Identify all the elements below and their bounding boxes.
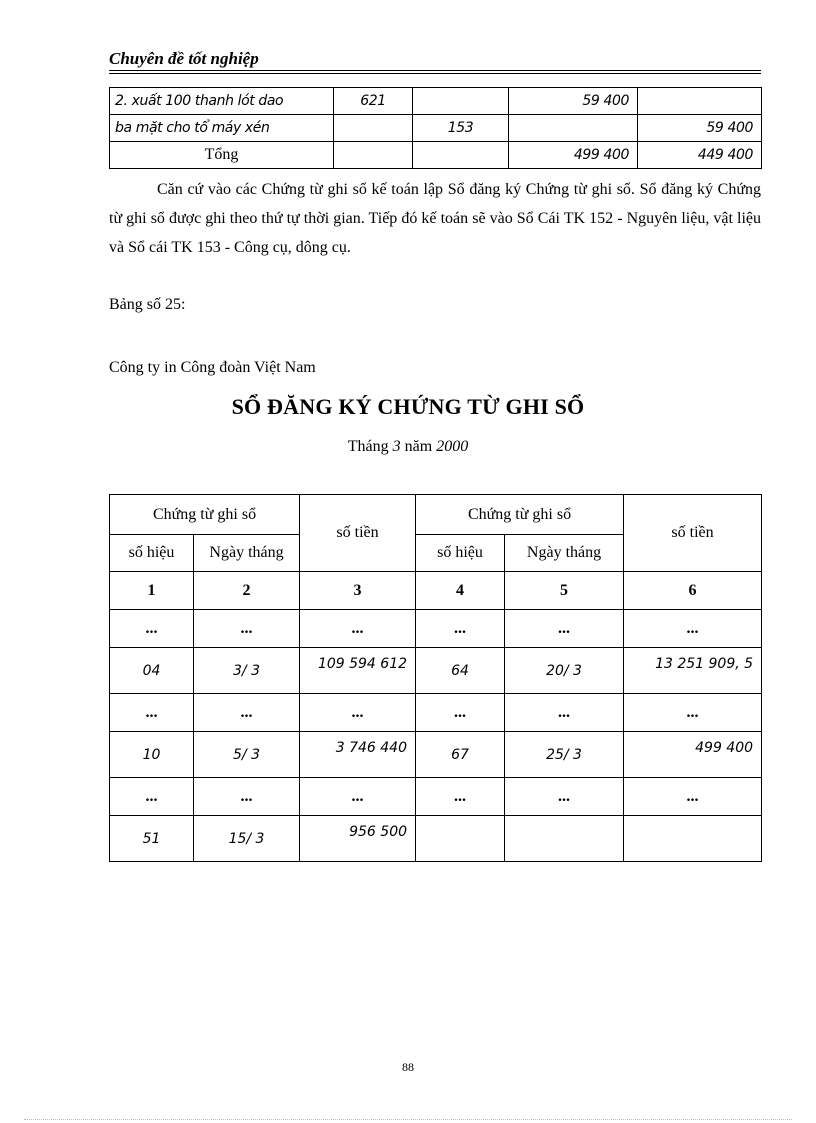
column-number: 3 bbox=[300, 572, 416, 610]
column-number-row bbox=[110, 572, 762, 610]
register-table bbox=[109, 494, 762, 862]
table-cell: ... bbox=[505, 610, 624, 648]
subtitle-month: 3 bbox=[392, 438, 401, 455]
subheader-cell: Ngày tháng bbox=[194, 535, 300, 572]
table-cell: ... bbox=[300, 694, 416, 732]
table-cell: ... bbox=[416, 778, 505, 816]
table-cell: 51 bbox=[110, 816, 194, 862]
table-cell bbox=[638, 88, 762, 115]
amount-header-right: số tiền bbox=[624, 495, 762, 572]
subtitle-prefix: Tháng bbox=[347, 438, 389, 455]
table-row bbox=[110, 648, 762, 694]
table-cell: ba mặt cho tổ máy xén bbox=[110, 115, 334, 142]
column-number: 5 bbox=[505, 572, 624, 610]
column-number: 4 bbox=[416, 572, 505, 610]
table-cell: ... bbox=[110, 778, 194, 816]
table-cell: 64 bbox=[416, 648, 505, 694]
table-cell: 2. xuất 100 thanh lót dao bbox=[110, 88, 334, 115]
header-title: Chuyên đề tốt nghiệp bbox=[109, 49, 259, 68]
table-cell bbox=[505, 816, 624, 862]
table-cell: 5/ 3 bbox=[194, 732, 300, 778]
subheader-cell: số hiệu bbox=[416, 535, 505, 572]
table-cell: 109 594 612 bbox=[300, 648, 416, 694]
total-value: 449 400 bbox=[638, 142, 762, 169]
document-subtitle bbox=[0, 438, 816, 456]
table-cell bbox=[416, 816, 505, 862]
body-paragraph: Căn cứ vào các Chứng từ ghi sổ kế toán lập Sổ đăng ký Chứng từ ghi sổ. Sổ đăng ký Chứng từ ghi sổ được ghi theo thứ tự thời gian. Tiếp đó kế toán sẽ vào Sổ Cái TK 152 - Nguyên liệu, vật liệu và Sổ cái TK 153 - Công cụ, dông cụ. bbox=[109, 181, 761, 256]
table-cell: 04 bbox=[110, 648, 194, 694]
table-cell: ... bbox=[110, 694, 194, 732]
company-name: Công ty in Công đoàn Việt Nam bbox=[109, 359, 316, 376]
table-cell bbox=[624, 816, 762, 862]
table-cell: ... bbox=[416, 694, 505, 732]
table-cell: 621 bbox=[334, 88, 413, 115]
table-cell: 956 500 bbox=[300, 816, 416, 862]
table-cell: 59 400 bbox=[638, 115, 762, 142]
subheader-cell: Ngày tháng bbox=[505, 535, 624, 572]
table-cell: 13 251 909, 5 bbox=[624, 648, 762, 694]
column-number: 2 bbox=[194, 572, 300, 610]
header-row bbox=[110, 495, 762, 535]
table-cell: ... bbox=[505, 778, 624, 816]
table-row bbox=[110, 610, 762, 648]
table-cell: 67 bbox=[416, 732, 505, 778]
table-cell: ... bbox=[194, 694, 300, 732]
subheader-cell: số hiệu bbox=[110, 535, 194, 572]
group-header-right: Chứng từ ghi sổ bbox=[416, 495, 624, 535]
header-rule-double bbox=[109, 73, 761, 74]
group-header-left: Chứng từ ghi sổ bbox=[110, 495, 300, 535]
document-title: SỔ ĐĂNG KÝ CHỨNG TỪ GHI SỔ bbox=[231, 394, 585, 419]
total-value: 499 400 bbox=[509, 142, 638, 169]
table-row bbox=[110, 816, 762, 862]
table-cell: ... bbox=[194, 610, 300, 648]
subtitle-mid: năm bbox=[404, 438, 433, 455]
table-cell: ... bbox=[300, 610, 416, 648]
table-cell: 25/ 3 bbox=[505, 732, 624, 778]
table-cell bbox=[413, 88, 509, 115]
table-cell: ... bbox=[110, 610, 194, 648]
table-cell: ... bbox=[416, 610, 505, 648]
page-header bbox=[109, 48, 761, 70]
amount-header-left: số tiền bbox=[300, 495, 416, 572]
table-cell: ... bbox=[300, 778, 416, 816]
subtitle-year: 2000 bbox=[436, 438, 469, 455]
column-number: 6 bbox=[624, 572, 762, 610]
table-cell: 10 bbox=[110, 732, 194, 778]
table-cell: ... bbox=[624, 694, 762, 732]
table-cell: 20/ 3 bbox=[505, 648, 624, 694]
table-row bbox=[110, 778, 762, 816]
table-cell: 3 746 440 bbox=[300, 732, 416, 778]
total-row bbox=[110, 142, 762, 169]
table-cell: 499 400 bbox=[624, 732, 762, 778]
table-row bbox=[110, 88, 762, 115]
table-cell: 3/ 3 bbox=[194, 648, 300, 694]
table-cell: ... bbox=[624, 610, 762, 648]
table-cell: 15/ 3 bbox=[194, 816, 300, 862]
header-rule bbox=[109, 70, 761, 71]
table-cell bbox=[334, 115, 413, 142]
table-cell: ... bbox=[624, 778, 762, 816]
page-bottom-border bbox=[24, 1119, 792, 1120]
table-cell bbox=[413, 142, 509, 169]
table-row bbox=[110, 732, 762, 778]
table-cell: ... bbox=[505, 694, 624, 732]
top-entry-table bbox=[109, 87, 762, 169]
table-cell: ... bbox=[194, 778, 300, 816]
table-cell: 59 400 bbox=[509, 88, 638, 115]
table-cell: 153 bbox=[413, 115, 509, 142]
table-row bbox=[110, 115, 762, 142]
column-number: 1 bbox=[110, 572, 194, 610]
table-cell bbox=[509, 115, 638, 142]
table-label: Bảng số 25: bbox=[109, 296, 186, 313]
table-cell bbox=[334, 142, 413, 169]
table-row bbox=[110, 694, 762, 732]
total-label: Tổng bbox=[110, 142, 334, 169]
page-number: 88 bbox=[402, 1060, 414, 1074]
